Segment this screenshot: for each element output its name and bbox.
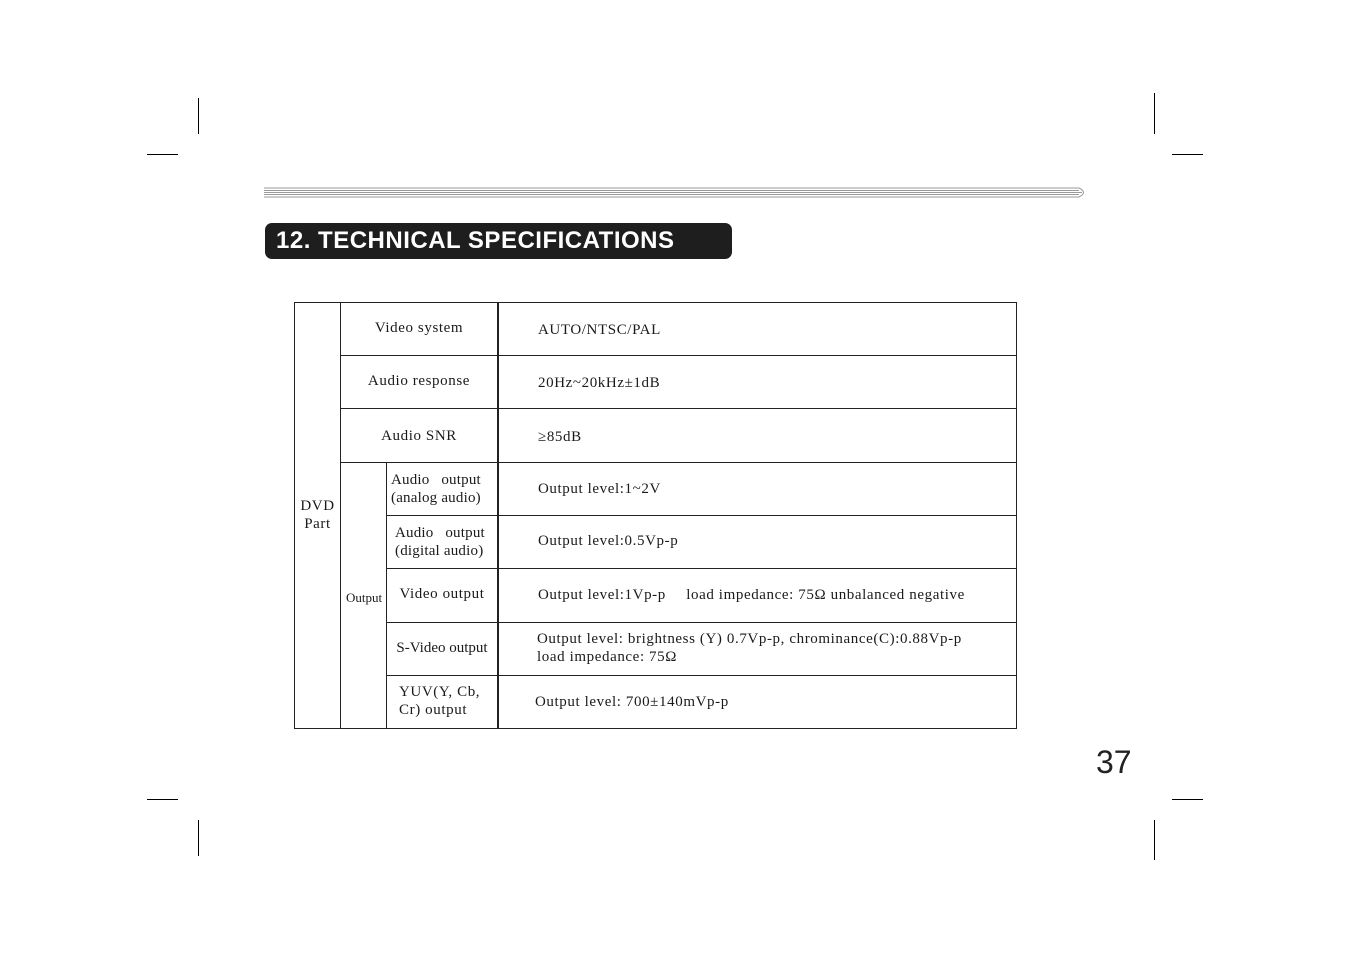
specifications-table: [294, 302, 1017, 729]
header-rule: [264, 187, 1090, 198]
spec-name-line2: Cr) output: [399, 702, 468, 718]
spec-value-line1: Output level: brightness (Y) 0.7Vp-p, chrominance(C):0.88Vp-p: [537, 631, 962, 647]
spec-name: Video output: [399, 586, 485, 602]
table-divider: [386, 568, 1016, 569]
crop-mark: [198, 98, 199, 134]
spec-name-line1: Audio output: [391, 472, 481, 488]
crop-mark: [1172, 154, 1203, 155]
section-label: [295, 497, 340, 533]
section-title-badge: [265, 223, 732, 259]
output-group-label: Output: [345, 590, 383, 605]
spec-name: Audio SNR: [381, 428, 457, 444]
crop-mark: [1154, 820, 1155, 860]
spec-value-line2: load impedance: 75Ω: [537, 649, 678, 665]
table-divider: [340, 303, 341, 728]
spec-name: S-Video output: [396, 640, 488, 656]
spec-value: Output level:0.5Vp-p: [538, 533, 679, 549]
crop-mark: [1172, 799, 1203, 800]
section-label-line2: Part: [304, 516, 331, 532]
spec-value-part2: load impedance: 75Ω unbalanced negative: [686, 587, 965, 603]
table-divider: [340, 408, 1016, 409]
spec-value: ≥85dB: [538, 429, 582, 445]
spec-name-line2: (digital audio): [395, 543, 484, 559]
spec-name: [399, 683, 495, 719]
spec-value: Output level:1~2V: [538, 481, 661, 497]
section-label-line1: DVD: [300, 498, 335, 514]
table-divider: [386, 515, 1016, 516]
spec-name: [395, 524, 495, 560]
spec-value: AUTO/NTSC/PAL: [538, 322, 661, 338]
page-title: 12. TECHNICAL SPECIFICATIONS: [276, 227, 675, 254]
spec-value: [537, 630, 962, 666]
crop-mark: [1154, 93, 1155, 134]
page-number: 37: [1096, 744, 1132, 780]
spec-value: [538, 586, 965, 604]
spec-name: Video system: [374, 320, 464, 336]
spec-name: [391, 471, 491, 507]
spec-name-line1: YUV(Y, Cb,: [399, 684, 481, 700]
spec-value-part1: Output level:1Vp-p: [538, 587, 666, 603]
table-divider: [386, 622, 1016, 623]
spec-value: Output level: 700±140mVp-p: [535, 694, 729, 710]
spec-name-line2: (analog audio): [391, 490, 481, 506]
table-divider: [340, 355, 1016, 356]
spec-value: 20Hz~20kHz±1dB: [538, 375, 661, 391]
spec-name-line1: Audio output: [395, 525, 485, 541]
crop-mark: [198, 820, 199, 856]
crop-mark: [147, 799, 178, 800]
table-divider: [340, 462, 1016, 463]
table-divider: [386, 675, 1016, 676]
spec-name: Audio response: [367, 373, 471, 389]
crop-mark: [147, 154, 178, 155]
